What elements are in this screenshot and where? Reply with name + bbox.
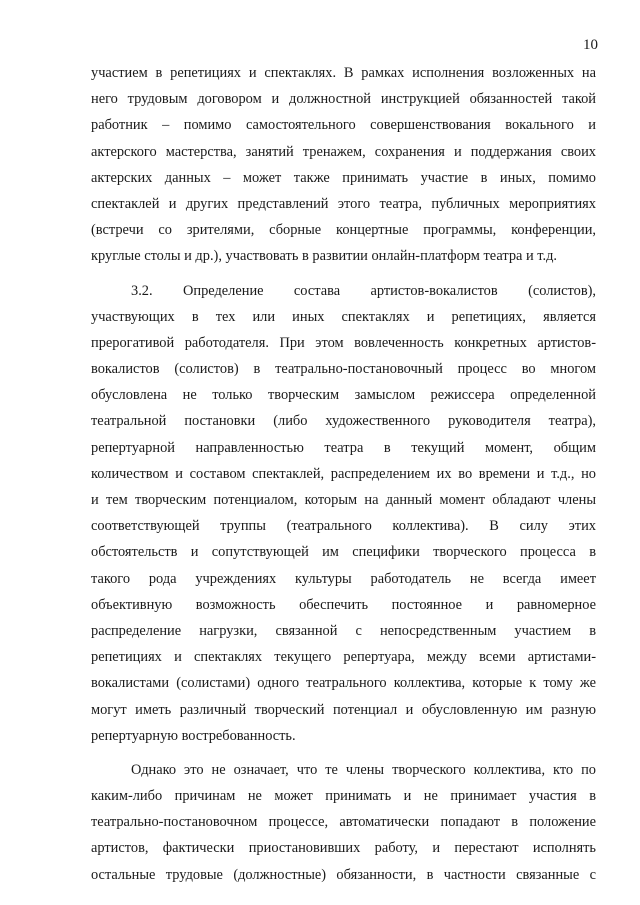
text-line: и тем творческим потенциалом, которым на данный момент обладают члены	[91, 492, 596, 508]
text-line: театрально-постановочном процессе, автоматически попадают в положение	[91, 814, 596, 831]
text-line: участием в репетициях и спектаклях. В рамках исполнения возложенных на	[91, 65, 596, 81]
text-line: могут иметь различный творческий потенциал и обусловленную им разную	[91, 701, 596, 718]
text-line: остальные трудовые (должностные) обязанности, в частности связанные с	[91, 866, 596, 883]
text-line: него трудовым договором и должностной инструкцией обязанностей такой	[91, 91, 596, 108]
text-line: (встречи со зрителями, сборные концертные программы, конференции,	[91, 222, 596, 239]
paragraph-gap	[91, 270, 596, 278]
page-number: 10	[583, 37, 598, 53]
text-line: обусловлена не только творческим замыслом режиссера определенной	[91, 387, 596, 404]
text-line: актерских данных – может также принимать участие в иных, помимо	[91, 169, 596, 186]
text-line: 3.2. Определение состава артистов-вокалистов (солистов),	[131, 282, 596, 299]
text-line: репертуарную востребованность.	[91, 727, 296, 744]
text-line: такого рода учреждениях культуры работодатель не всегда имеет	[91, 570, 596, 587]
text-line: репетициях и спектаклях текущего репертуара, между всеми артистами-	[91, 649, 596, 666]
text-line: вокалистов (солистов) в театрально-постановочный процесс во многом	[91, 361, 596, 378]
text-line: спектаклей и других представлений этого театра, публичных мероприятиях	[91, 195, 596, 212]
body-text	[91, 60, 596, 888]
text-line: распределение нагрузки, связанной с непосредственным участием в	[91, 622, 596, 639]
paragraph-gap	[91, 749, 596, 757]
text-line: прерогативой работодателя. При этом вовлеченность конкретных артистов-	[91, 334, 596, 351]
text-line: участвующих в тех или иных спектаклях и репетициях, является	[91, 308, 596, 325]
text-line: репертуарной направленностью театра в текущий момент, общим	[91, 439, 596, 456]
paragraph	[91, 278, 596, 749]
text-line: обстоятельств и сопутствующей им специфики творческого процесса в	[91, 544, 596, 561]
text-line: каким-либо причинам не может принимать и не принимает участия в	[91, 788, 596, 805]
text-line: круглые столы и др.), участвовать в развитии онлайн-платформ театра и т.д.	[91, 248, 558, 265]
text-line: актерского мастерства, занятий тренажем, сохранения и поддержания своих	[91, 143, 596, 160]
text-line: Однако это не означает, что те члены творческого коллектива, кто по	[131, 761, 596, 778]
text-line: вокалистами (солистами) одного театрального коллектива, которые к тому же	[91, 675, 596, 692]
text-line: соответствующей труппы (театрального коллектива). В силу этих	[91, 518, 596, 535]
text-line: артистов, фактически приостановивших работу, и перестают исполнять	[91, 840, 596, 857]
text-line: количеством и составом спектаклей, распределением их во времени и т.д., но	[91, 465, 596, 482]
text-line: объективную возможность обеспечить постоянное и равномерное	[91, 596, 596, 613]
paragraph	[91, 757, 596, 888]
text-line: работник – помимо самостоятельного совершенствования вокального и	[91, 117, 596, 134]
text-line: театральной постановки (либо художественного руководителя театра),	[91, 413, 596, 430]
paragraph	[91, 60, 596, 270]
